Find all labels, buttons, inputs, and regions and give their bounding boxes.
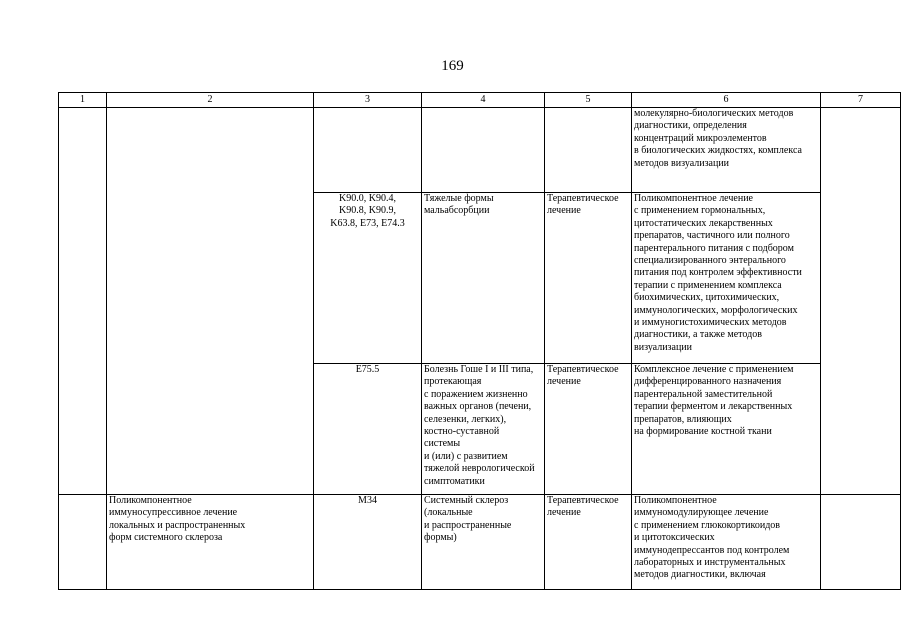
column-number-row [59, 93, 901, 108]
column-header: 7 [821, 93, 901, 108]
cell-treatment-type [545, 108, 632, 193]
table-row [59, 495, 901, 590]
cell-model-patient: Системный склероз (локальные и распространенные формы) [422, 495, 545, 590]
cell-treatment-method: Поликомпонентное иммуномодулирующее лечение с применением глюкокортикоидов и цитотоксических иммунодепрессантов под контролем лабораторных и инструментальных методов диагностики, включая [632, 495, 821, 590]
medical-care-table [58, 92, 901, 590]
cell-treatment-type: Терапевтическое лечение [545, 364, 632, 495]
cell-icd-codes [314, 108, 422, 193]
column-header: 6 [632, 93, 821, 108]
cell-standard [821, 108, 901, 495]
column-header: 5 [545, 93, 632, 108]
column-header: 4 [422, 93, 545, 108]
column-header: 1 [59, 93, 107, 108]
cell-standard [821, 495, 901, 590]
cell-treatment-method: молекулярно-биологических методов диагностики, определения концентраций микроэлементов в биологических жидкостях, комплекса методов визуализации [632, 108, 821, 193]
cell-treatment-type: Терапевтическое лечение [545, 193, 632, 364]
cell-model-patient: Тяжелые формы мальабсорбции [422, 193, 545, 364]
cell-model-patient [422, 108, 545, 193]
cell-icd-codes: K90.0, K90.4, K90.8, K90.9, K63.8, E73, E74.3 [314, 193, 422, 364]
cell-number [59, 495, 107, 590]
cell-care-type: Поликомпонентное иммуносупрессивное лечение локальных и распространенных форм системного склероза [107, 495, 314, 590]
cell-treatment-type: Терапевтическое лечение [545, 495, 632, 590]
cell-number [59, 108, 107, 495]
column-header: 2 [107, 93, 314, 108]
column-header: 3 [314, 93, 422, 108]
cell-treatment-method: Комплексное лечение с применением дифференцированного назначения парентеральной заместительной терапии ферментом и лекарственных препаратов, влияющих на формирование костной ткани [632, 364, 821, 495]
cell-icd-codes: E75.5 [314, 364, 422, 495]
cell-treatment-method: Поликомпонентное лечение с применением гормональных, цитостатических лекарственных препаратов, частичного или полного парентерального питания с подбором специализированного энтерального питания под контролем эффективности терапии с применением комплекса биохимических, цитохимических, иммунологических, морфологических и иммуногистохимических методов диагностики, а также методов визуализации [632, 193, 821, 364]
cell-model-patient: Болезнь Гоше I и III типа, протекающая с поражением жизненно важных органов (печени, селезенки, легких), костно-суставной системы и (или) с развитием тяжелой неврологической симптоматики [422, 364, 545, 495]
cell-care-type [107, 108, 314, 495]
table-row [59, 108, 901, 193]
page-number: 169 [441, 58, 464, 74]
cell-icd-codes: M34 [314, 495, 422, 590]
